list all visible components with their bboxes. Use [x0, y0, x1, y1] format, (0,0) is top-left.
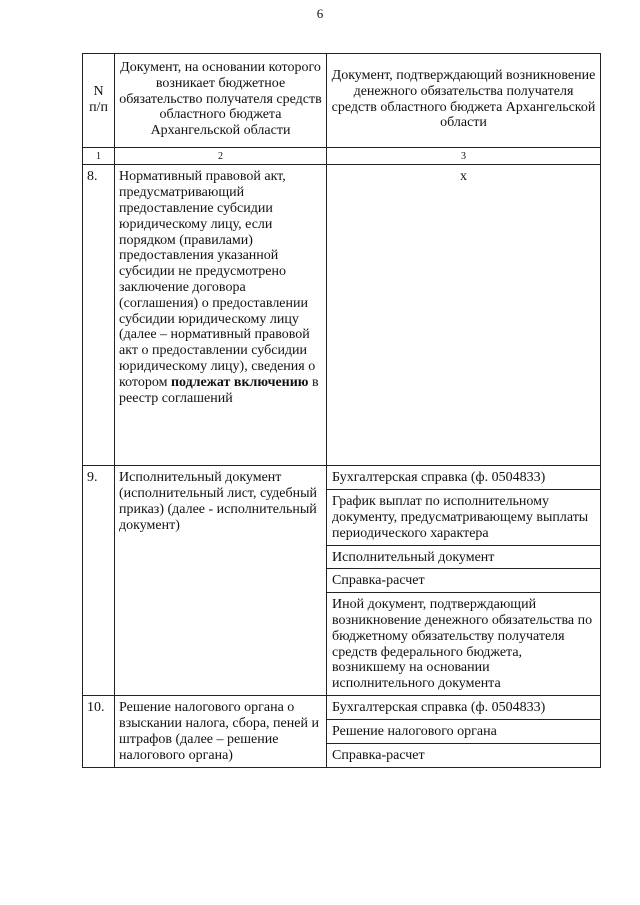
row-base-document: Исполнительный документ (исполнительный лист, судебный приказ) (далее - исполнительный документ) [115, 466, 327, 696]
row-number: 9. [83, 466, 115, 696]
table-header-row [83, 54, 601, 148]
row-base-document [115, 165, 327, 466]
row-confirm-document-list [327, 696, 601, 767]
document-table [82, 53, 601, 768]
confirm-document-item: Бухгалтерская справка (ф. 0504833) [332, 700, 546, 716]
row-base-text: в реестр соглашений [119, 374, 319, 406]
confirm-document-item: График выплат по исполнительному документу, предусматривающему выплаты периодического характера [327, 489, 600, 544]
column-index: 2 [115, 148, 327, 165]
header-num: N п/п [83, 54, 115, 148]
row-confirm-document-list [327, 466, 601, 696]
confirm-document-item: Иной документ, подтверждающий возникновение денежного обязательства по бюджетному обязательству получателя средств федерального бюджета, возникшему на основании исполнительного документа [327, 592, 600, 695]
confirm-document-item: Бухгалтерская справка (ф. 0504833) [332, 470, 546, 486]
table-row [83, 165, 601, 466]
row-base-text-bold: подлежат включению [170, 374, 309, 390]
header-confirm-document: Документ, подтверждающий возникновение денежного обязательства получателя средств областного бюджета Архангельской области [327, 54, 601, 148]
row-base-text: Нормативный правовой акт, предусматривающий предоставление субсидии юридическому лицу, если порядком (правилами) предоставления указанной субсидии не предусмотрено заключение договора (соглашения) о предоставлении субсидии юридическому лицу (далее – нормативный правовой акт о предоставлении субсидии юридическому лицу), сведения о котором [119, 169, 316, 390]
table-row [83, 466, 601, 696]
column-index: 3 [327, 148, 601, 165]
column-index-row [83, 148, 601, 165]
column-index: 1 [83, 148, 115, 165]
confirm-document-item: Справка-расчет [327, 568, 600, 592]
confirm-document-item: Решение налогового органа [327, 719, 600, 743]
page-number: 6 [316, 6, 324, 21]
row-base-document: Решение налогового органа о взыскании налога, сбора, пеней и штрафов (далее – решение налогового органа) [115, 696, 327, 767]
row-confirm-document: x [327, 165, 601, 466]
table-row [83, 696, 601, 767]
row-number: 8. [83, 165, 115, 466]
confirm-document-item: Справка-расчет [327, 743, 600, 767]
header-base-document: Документ, на основании которого возникает бюджетное обязательство получателя средств областного бюджета Архангельской области [115, 54, 327, 148]
confirm-document-item: Исполнительный документ [327, 545, 600, 569]
row-number: 10. [83, 696, 115, 767]
